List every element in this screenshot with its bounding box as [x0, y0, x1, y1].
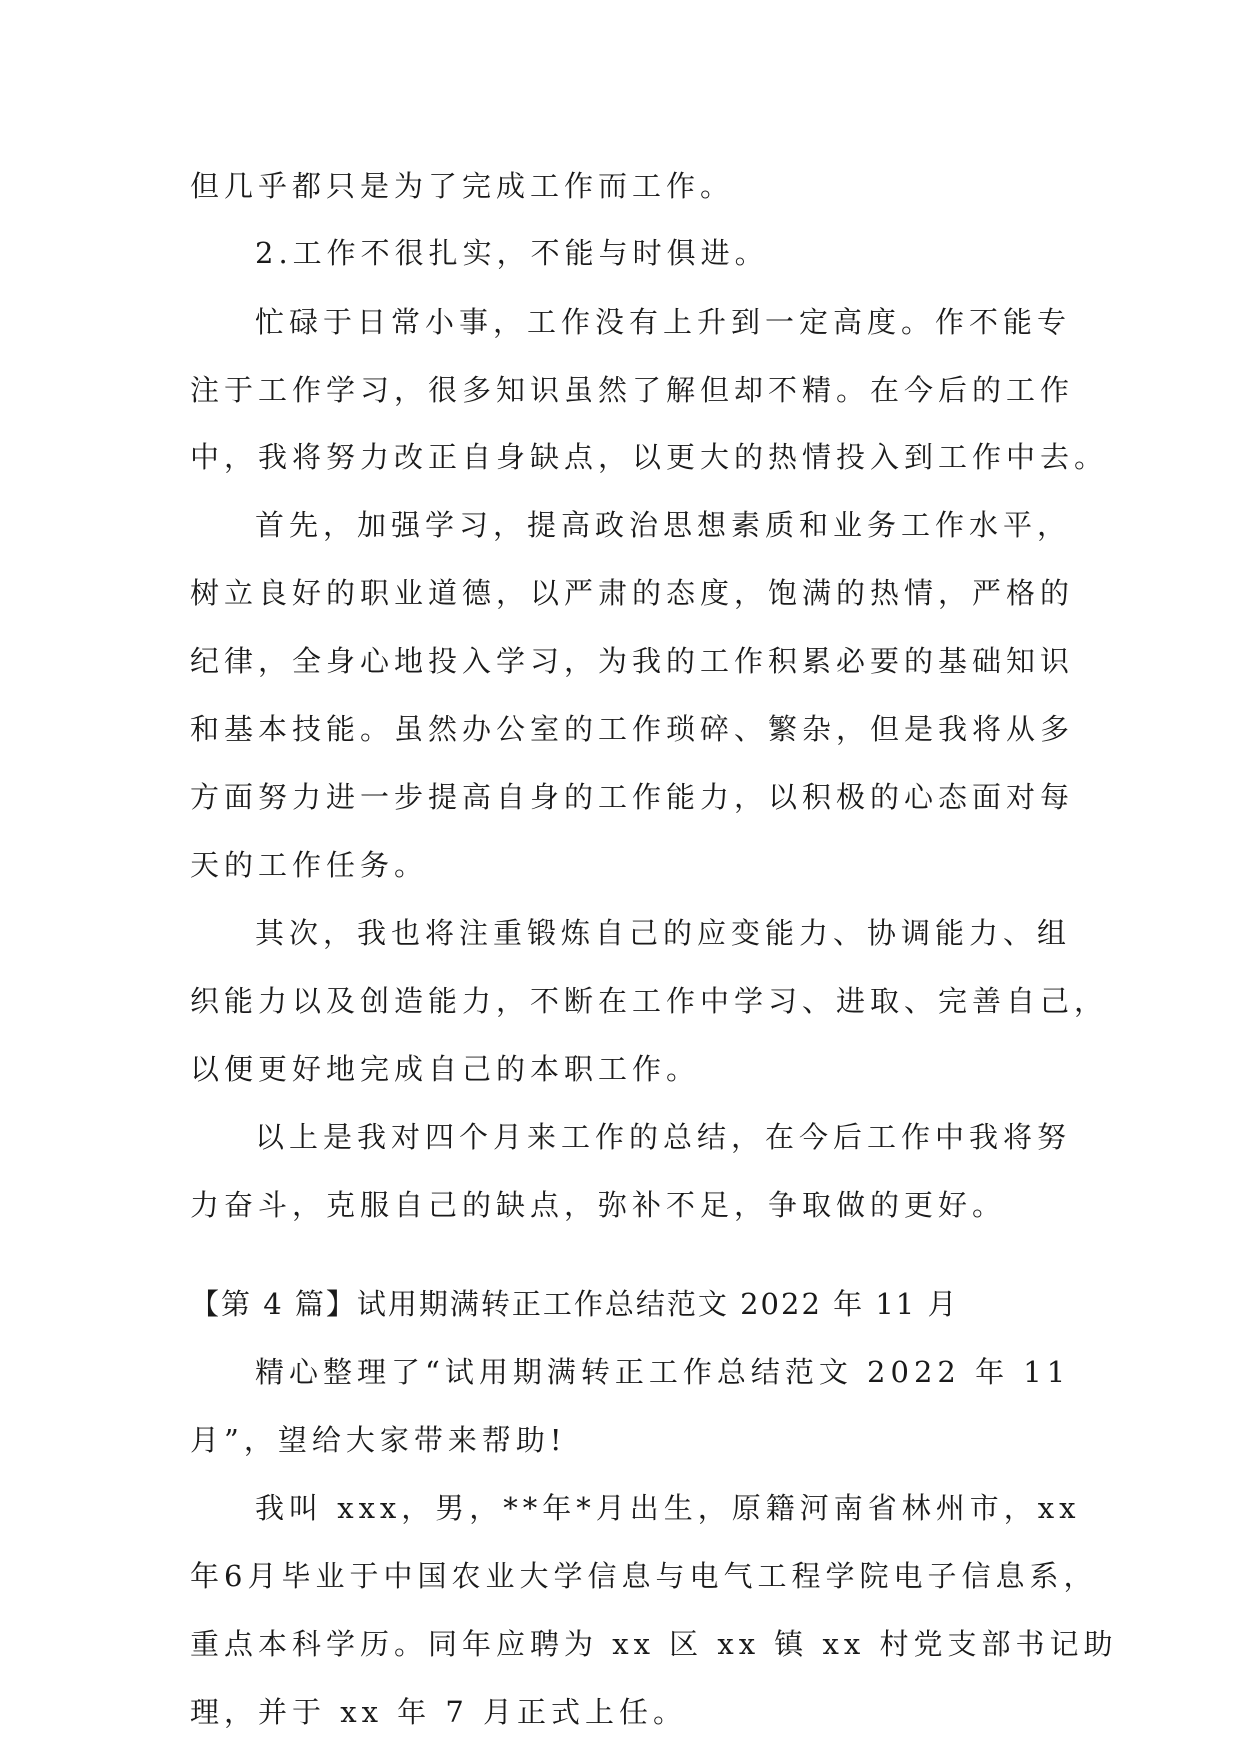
paragraph-line: 纪律，全身心地投入学习，为我的工作积累必要的基础知识: [190, 644, 1075, 678]
paragraph-line: 忙碌于日常小事，工作没有上升到一定高度。作不能专: [255, 305, 1072, 339]
paragraph-line: 织能力以及创造能力，不断在工作中学习、进取、完善自己，: [190, 984, 1109, 1018]
paragraph-line: 树立良好的职业道德，以严肃的态度，饱满的热情，严格的: [190, 576, 1075, 610]
paragraph-line: 方面努力进一步提高自身的工作能力，以积极的心态面对每: [190, 780, 1075, 814]
paragraph-line: 首先，加强学习，提高政治思想素质和业务工作水平，: [255, 508, 1072, 542]
paragraph-line: 天的工作任务。: [190, 848, 429, 882]
paragraph-line: 注于工作学习，很多知识虽然了解但却不精。在今后的工作: [190, 373, 1075, 407]
list-item-heading: 2.工作不很扎实，不能与时俱进。: [255, 236, 769, 270]
paragraph-line: 精心整理了“试用期满转正工作总结范文 2022 年 11: [255, 1355, 1071, 1389]
paragraph-line: 以上是我对四个月来工作的总结，在今后工作中我将努: [255, 1120, 1072, 1154]
paragraph-line: 月”，望给大家带来帮助!: [190, 1423, 567, 1457]
paragraph-line: 重点本科学历。同年应聘为 xx 区 xx 镇 xx 村党支部书记助: [190, 1627, 1118, 1661]
paragraph-line: 力奋斗，克服自己的缺点，弥补不足，争取做的更好。: [190, 1188, 1007, 1222]
paragraph-line: 理，并于 xx 年 7 月正式上任。: [190, 1695, 688, 1729]
section-heading: 【第 4 篇】试用期满转正工作总结范文 2022 年 11 月: [190, 1287, 959, 1321]
paragraph-line: 中，我将努力改正自身缺点，以更大的热情投入到工作中去。: [190, 440, 1109, 474]
paragraph-line: 但几乎都只是为了完成工作而工作。: [190, 169, 735, 203]
paragraph-line: 其次，我也将注重锻炼自己的应变能力、协调能力、组: [255, 916, 1072, 950]
paragraph-line: 和基本技能。虽然办公室的工作琐碎、繁杂，但是我将从多: [190, 712, 1075, 746]
paragraph-line: 年6月毕业于中国农业大学信息与电气工程学院电子信息系，: [190, 1559, 1098, 1593]
paragraph-line: 我叫 xxx，男，**年*月出生，原籍河南省林州市，xx: [255, 1491, 1081, 1525]
paragraph-line: 以便更好地完成自己的本职工作。: [190, 1052, 701, 1086]
